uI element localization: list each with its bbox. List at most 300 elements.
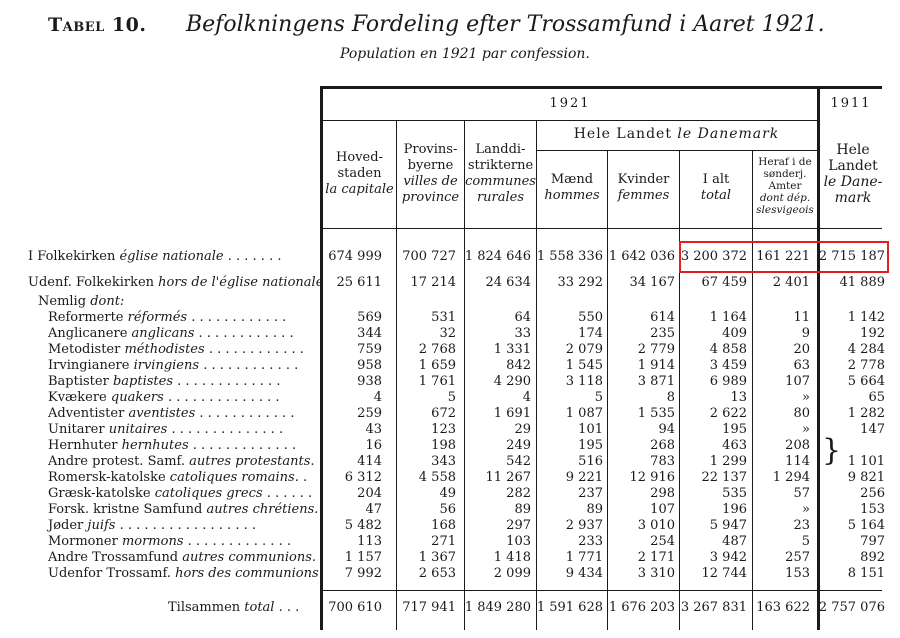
row-leader-dots: . . . . . . . . . . . . . . . . . xyxy=(119,518,256,533)
table-row xyxy=(0,454,900,470)
row-label-da: I Folkekirken xyxy=(28,249,116,264)
table-cell: 9 221 xyxy=(565,470,603,485)
table-cell: 5 xyxy=(594,390,603,405)
row-label-fr: unitaires xyxy=(108,422,168,437)
row-leader-dots: . . . . . . . . . . . . xyxy=(199,406,295,421)
total-rule xyxy=(320,590,882,591)
table-cell: 487 xyxy=(722,534,747,549)
table-cell: 1 659 xyxy=(418,358,456,373)
row-label-fr: juifs xyxy=(87,518,116,533)
table-cell: 3 871 xyxy=(637,374,675,389)
col-maend xyxy=(537,172,607,204)
row-label xyxy=(48,454,315,469)
table-cell: 67 459 xyxy=(701,275,747,290)
col-hovedstaden xyxy=(323,150,396,198)
table-cell: 2 768 xyxy=(418,342,456,357)
header-rule-1921 xyxy=(323,120,817,121)
table-cell: 208 xyxy=(785,438,810,453)
table-cell: 7 992 xyxy=(344,566,382,581)
col-heraf-l1: Heraf i de xyxy=(758,156,812,168)
table-cell: 25 611 xyxy=(336,275,382,290)
row-leader-dots: . . . . . . . xyxy=(227,249,282,264)
row-label-fr: hors de l'église nationale xyxy=(158,275,324,290)
table-cell: 5 482 xyxy=(344,518,382,533)
col-land-l2: strikterne xyxy=(467,158,534,173)
table-cell: 24 634 xyxy=(485,275,531,290)
table-row xyxy=(0,422,900,438)
table-cell: 20 xyxy=(793,342,810,357)
table-cell: 1 282 xyxy=(847,406,885,421)
table-cell: 65 xyxy=(868,390,885,405)
col-heraf-l2: sønderj. xyxy=(763,168,807,180)
table-cell: 2 079 xyxy=(565,342,603,357)
col-heraf-l3: Amter xyxy=(768,180,802,192)
row-label-da: Græsk-katolske xyxy=(48,486,151,501)
table-cell: 3 310 xyxy=(637,566,675,581)
table-cell: 147 xyxy=(860,422,885,437)
table-cell: 783 xyxy=(650,454,675,469)
table-cell: 1 331 xyxy=(493,342,531,357)
row-label-fr: réformés xyxy=(127,310,188,325)
table-title: Befolkningens Fordeling efter Trossamfund i Aaret 1921. xyxy=(186,12,825,37)
row-label xyxy=(28,249,281,264)
row-label xyxy=(48,310,286,325)
table-cell: 1 545 xyxy=(565,358,603,373)
table-cell: 700 727 xyxy=(402,249,456,264)
row-label xyxy=(48,390,280,405)
hele-landet-header xyxy=(536,126,817,142)
table-cell: 535 xyxy=(722,486,747,501)
row-label xyxy=(48,550,316,565)
table-row xyxy=(0,486,900,502)
hele-landet-fr: le Danemark xyxy=(677,126,780,142)
row-label xyxy=(48,518,256,533)
row-leader-dots: . . . . . . . . . . . . xyxy=(198,326,294,341)
row-label-da: Romersk-katolske xyxy=(48,470,166,485)
table-subtitle: Population en 1921 par confession. xyxy=(340,46,590,62)
table-cell: 29 xyxy=(514,422,531,437)
table-cell: 2 653 xyxy=(418,566,456,581)
row-label-fr: catoliques grecs xyxy=(154,486,263,501)
table-cell: 4 284 xyxy=(847,342,885,357)
row-leader-dots: . . . . . . xyxy=(266,486,313,501)
table-cell: 5 164 xyxy=(847,518,885,533)
row-label xyxy=(28,275,323,290)
row-label-fr: anglicans xyxy=(131,326,195,341)
table-cell: 101 xyxy=(578,422,603,437)
table-cell: 233 xyxy=(578,534,603,549)
table-cell: 1 914 xyxy=(637,358,675,373)
table-cell: 47 xyxy=(365,502,382,517)
row-label-da: Unitarer xyxy=(48,422,105,437)
table-cell: 1 101 xyxy=(847,454,885,469)
table-cell: 4 858 xyxy=(709,342,747,357)
table-cell: 174 xyxy=(578,326,603,341)
col-prov-fr1: villes de xyxy=(403,174,458,189)
table-cell: 4 xyxy=(522,390,531,405)
row-label xyxy=(48,566,323,581)
table-cell: 17 214 xyxy=(410,275,456,290)
row-label-fr: mormons xyxy=(121,534,184,549)
table-cell: 94 xyxy=(658,422,675,437)
table-row xyxy=(0,326,900,342)
table-cell: 3 118 xyxy=(565,374,603,389)
table-cell: 5 664 xyxy=(847,374,885,389)
row-label-fr: église nationale xyxy=(119,249,224,264)
table-cell: 1 164 xyxy=(709,310,747,325)
table-cell: 9 821 xyxy=(847,470,885,485)
table-cell: 235 xyxy=(650,326,675,341)
table-cell: 3 010 xyxy=(637,518,675,533)
table-cell: 958 xyxy=(357,358,382,373)
row-label-fr: quakers xyxy=(110,390,164,405)
col-hovedstaden-l2: staden xyxy=(337,166,382,181)
table-cell: 717 941 xyxy=(402,600,456,615)
row-label-fr: total xyxy=(244,600,275,615)
row-leader-dots: . . . . . . . . . . . . xyxy=(208,342,304,357)
table-cell: 2 757 076 xyxy=(818,600,885,615)
table-cell: 550 xyxy=(578,310,603,325)
row-label xyxy=(48,342,304,357)
table-cell: 5 947 xyxy=(709,518,747,533)
table-cell: 161 221 xyxy=(756,249,810,264)
table-cell: 23 xyxy=(793,518,810,533)
table-cell: 249 xyxy=(506,438,531,453)
row-label xyxy=(48,406,294,421)
row-label-da: Andre protest. Samf. xyxy=(48,454,186,469)
table-cell: 22 137 xyxy=(701,470,747,485)
table-cell: 5 xyxy=(801,534,810,549)
table-cell: 1 157 xyxy=(344,550,382,565)
row-label-da: Anglicanere xyxy=(48,326,128,341)
table-cell: 12 916 xyxy=(629,470,675,485)
row-label-da: Metodister xyxy=(48,342,121,357)
col-land-fr1: communes xyxy=(465,174,536,189)
table-cell: 195 xyxy=(578,438,603,453)
table-cell: 344 xyxy=(357,326,382,341)
row-label-da: Forsk. kristne Samfund xyxy=(48,502,203,517)
table-cell: 5 xyxy=(447,390,456,405)
table-cell: 3 200 372 xyxy=(680,249,747,264)
table-cell: 298 xyxy=(650,486,675,501)
col-landdistrikterne xyxy=(465,142,536,206)
row-leader-dots: . . . xyxy=(278,600,300,615)
col-maend-fr: hommes xyxy=(544,188,600,203)
col-1911-l1: Hele xyxy=(836,142,870,158)
col-provinsbyerne xyxy=(397,142,464,206)
row-leader-dots: . . . . . . . . . . . . . xyxy=(187,534,291,549)
table-cell: 1 849 280 xyxy=(464,600,531,615)
row-label-da: Irvingianere xyxy=(48,358,130,373)
row-leader-dots: . . . . . . . . . . . . . xyxy=(177,374,281,389)
table-cell: 892 xyxy=(860,550,885,565)
col-1911-fr1: le Dane- xyxy=(823,174,883,190)
header-bottom-rule xyxy=(320,228,882,229)
table-cell: 163 622 xyxy=(756,600,810,615)
row-leader-dots: . xyxy=(302,470,308,485)
table-cell: 64 xyxy=(514,310,531,325)
table-cell: 103 xyxy=(506,534,531,549)
table-row xyxy=(0,566,900,582)
table-cell: 516 xyxy=(578,454,603,469)
col-heraf xyxy=(753,156,817,216)
col-1911 xyxy=(820,142,886,206)
table-cell: 4 290 xyxy=(493,374,531,389)
col-land-l1: Landdi- xyxy=(475,142,526,157)
table-cell: 1 294 xyxy=(772,470,810,485)
table-cell: 2 715 187 xyxy=(818,249,885,264)
table-cell: 16 xyxy=(365,438,382,453)
table-row xyxy=(0,534,900,550)
table-cell: 938 xyxy=(357,374,382,389)
col-hovedstaden-l1: Hoved- xyxy=(336,150,383,165)
row-label xyxy=(48,502,318,517)
row-leader-dots: . . . . . . . . . . . . . . xyxy=(171,422,284,437)
table-cell: 3 459 xyxy=(709,358,747,373)
table-cell: 33 292 xyxy=(557,275,603,290)
highlight-box xyxy=(679,241,889,273)
table-cell: 842 xyxy=(506,358,531,373)
row-label-fr: irvingiens xyxy=(133,358,200,373)
year-1921: 1921 xyxy=(549,96,591,111)
col-i-alt-fr: total xyxy=(700,188,732,203)
row-leader-dots: . . . . . . . . . . . . . xyxy=(192,438,297,453)
table-cell: 256 xyxy=(860,486,885,501)
table-cell: 192 xyxy=(860,326,885,341)
brace: } xyxy=(822,433,842,468)
table-cell: 1 771 xyxy=(565,550,603,565)
table-cell: 1 418 xyxy=(493,550,531,565)
table-cell: 114 xyxy=(785,454,810,469)
table-row xyxy=(0,342,900,358)
table-cell: 759 xyxy=(357,342,382,357)
table-cell: 1 676 203 xyxy=(608,600,675,615)
table-cell: 463 xyxy=(722,438,747,453)
table-cell: 107 xyxy=(785,374,810,389)
row-label-fr: catoliques romains. xyxy=(169,470,299,485)
table-cell: 1 535 xyxy=(637,406,675,421)
table-cell: 672 xyxy=(431,406,456,421)
table-cell: 254 xyxy=(650,534,675,549)
table-cell: 153 xyxy=(860,502,885,517)
table-cell: 4 558 xyxy=(418,470,456,485)
table-cell: 1 299 xyxy=(709,454,747,469)
table-row xyxy=(0,470,900,486)
col-prov-l1: Provins- xyxy=(403,142,458,157)
col-i-alt-text: I alt xyxy=(702,172,730,187)
table-cell: 8 xyxy=(666,390,675,405)
table-cell: 12 744 xyxy=(701,566,747,581)
table-cell: 4 xyxy=(373,390,382,405)
col-i-alt xyxy=(680,172,752,204)
table-cell: 268 xyxy=(650,438,675,453)
table-cell: 2 099 xyxy=(493,566,531,581)
table-cell: 9 434 xyxy=(565,566,603,581)
table-cell: 3 942 xyxy=(709,550,747,565)
table-cell: 2 171 xyxy=(637,550,675,565)
table-cell: 11 267 xyxy=(485,470,531,485)
col-maend-text: Mænd xyxy=(550,172,594,187)
row-label xyxy=(48,326,294,341)
table-row xyxy=(0,390,900,406)
table-row xyxy=(0,358,900,374)
row-label-fr: dont: xyxy=(90,294,125,309)
row-label-da: Reformerte xyxy=(48,310,124,325)
col-kvinder-text: Kvinder xyxy=(617,172,670,187)
row-label-da: Kvækere xyxy=(48,390,107,405)
row-label-da: Andre Trossamfund xyxy=(48,550,179,565)
table-cell: 674 999 xyxy=(328,249,382,264)
row-label xyxy=(48,358,298,373)
row-label xyxy=(168,600,299,615)
table-cell: 1 142 xyxy=(847,310,885,325)
table-cell: 89 xyxy=(514,502,531,517)
row-label-fr: autres communions. xyxy=(182,550,317,565)
table-cell: 56 xyxy=(439,502,456,517)
table-row xyxy=(0,294,900,310)
table-row xyxy=(0,550,900,566)
table-row xyxy=(0,518,900,534)
table-cell: 1 087 xyxy=(565,406,603,421)
table-cell: » xyxy=(802,502,810,517)
table-cell: 259 xyxy=(357,406,382,421)
table-cell: 3 267 831 xyxy=(680,600,747,615)
row-label-fr: aventistes xyxy=(128,406,196,421)
table-cell: 542 xyxy=(506,454,531,469)
table-cell: 198 xyxy=(431,438,456,453)
col-prov-l2: byerne xyxy=(407,158,454,173)
table-cell: 1 558 336 xyxy=(536,249,603,264)
table-cell: 13 xyxy=(730,390,747,405)
year-1911: 1911 xyxy=(830,96,872,111)
table-cell: 1 761 xyxy=(418,374,456,389)
table-cell: 414 xyxy=(357,454,382,469)
row-label xyxy=(48,438,296,453)
col-hovedstaden-fr: la capitale xyxy=(325,182,394,197)
table-cell: 2 779 xyxy=(637,342,675,357)
table-cell: 797 xyxy=(860,534,885,549)
table-cell: 531 xyxy=(431,310,456,325)
table-cell: 63 xyxy=(793,358,810,373)
table-cell: 32 xyxy=(439,326,456,341)
table-cell: 2 778 xyxy=(847,358,885,373)
row-label-da: Udenfor Trossamf. xyxy=(48,566,171,581)
col-heraf-fr1: dont dép. xyxy=(759,192,811,204)
table-cell: 2 937 xyxy=(565,518,603,533)
table-row xyxy=(0,310,900,326)
table-cell: 107 xyxy=(650,502,675,517)
table-cell: 282 xyxy=(506,486,531,501)
row-label xyxy=(48,374,280,389)
row-label-da: Adventister xyxy=(48,406,125,421)
table-cell: 614 xyxy=(650,310,675,325)
row-label xyxy=(48,534,291,549)
table-cell: 257 xyxy=(785,550,810,565)
row-label-da: Hernhuter xyxy=(48,438,118,453)
table-cell: 57 xyxy=(793,486,810,501)
row-label-da: Jøder xyxy=(48,518,84,533)
row-label xyxy=(48,422,283,437)
table-cell: 33 xyxy=(514,326,531,341)
table-cell: 80 xyxy=(793,406,810,421)
col-kvinder-fr: femmes xyxy=(617,188,670,203)
table-cell: 237 xyxy=(578,486,603,501)
row-label-da: Tilsammen xyxy=(168,600,241,615)
table-row xyxy=(0,275,900,291)
table-row xyxy=(0,502,900,518)
table-cell: 409 xyxy=(722,326,747,341)
table-row xyxy=(0,406,900,422)
table-cell: 2 622 xyxy=(709,406,747,421)
row-leader-dots: . . . . . . . . . . . . xyxy=(203,358,299,373)
table-cell: » xyxy=(802,390,810,405)
row-label-da: Baptister xyxy=(48,374,109,389)
table-cell: 34 167 xyxy=(629,275,675,290)
row-leader-dots: . . . . . . . . . . . . xyxy=(191,310,287,325)
table-cell: 41 889 xyxy=(839,275,885,290)
table-cell: » xyxy=(802,422,810,437)
table-cell: 1 691 xyxy=(493,406,531,421)
table-cell: 196 xyxy=(722,502,747,517)
table-cell: 297 xyxy=(506,518,531,533)
col-1911-fr2: mark xyxy=(834,190,872,206)
table-cell: 89 xyxy=(586,502,603,517)
table-cell: 2 401 xyxy=(772,275,810,290)
row-leader-dots: . . . . . . . . . . . . . . xyxy=(167,390,280,405)
table-row xyxy=(0,374,900,390)
table-row xyxy=(0,438,900,454)
table-cell: 1 367 xyxy=(418,550,456,565)
row-label-fr: méthodistes xyxy=(124,342,205,357)
row-label-da: Nemlig xyxy=(38,294,87,309)
col-prov-fr2: province xyxy=(401,190,460,205)
table-cell: 569 xyxy=(357,310,382,325)
row-label-fr: hernhutes xyxy=(121,438,189,453)
table-cell: 153 xyxy=(785,566,810,581)
row-label-da: Mormoner xyxy=(48,534,118,549)
col-land-fr2: rurales xyxy=(476,190,525,205)
col-heraf-fr2: slesvigeois xyxy=(756,204,814,216)
row-label-fr: autres protestants. xyxy=(189,454,315,469)
col-kvinder xyxy=(608,172,679,204)
table-cell: 113 xyxy=(357,534,382,549)
table-cell: 700 610 xyxy=(328,600,382,615)
table-row xyxy=(0,600,900,616)
table-number: Tabel 10. xyxy=(48,14,147,36)
row-label xyxy=(48,470,307,485)
table-cell: 11 xyxy=(793,310,810,325)
table-cell: 168 xyxy=(431,518,456,533)
row-label-fr: hors des communions. xyxy=(175,566,323,581)
table-cell: 1 591 628 xyxy=(536,600,603,615)
table-cell: 1 642 036 xyxy=(608,249,675,264)
table-cell: 6 312 xyxy=(344,470,382,485)
table-cell: 1 824 646 xyxy=(464,249,531,264)
table-top-rule xyxy=(320,86,882,89)
table-cell: 6 989 xyxy=(709,374,747,389)
row-label-fr: baptistes xyxy=(112,374,173,389)
table-cell: 123 xyxy=(431,422,456,437)
row-label xyxy=(38,294,124,309)
table-cell: 204 xyxy=(357,486,382,501)
table-cell: 49 xyxy=(439,486,456,501)
table-cell: 8 151 xyxy=(847,566,885,581)
col-1911-l2: Landet xyxy=(828,158,878,174)
table-cell: 43 xyxy=(365,422,382,437)
table-cell: 195 xyxy=(722,422,747,437)
row-label xyxy=(48,486,312,501)
table-cell: 343 xyxy=(431,454,456,469)
